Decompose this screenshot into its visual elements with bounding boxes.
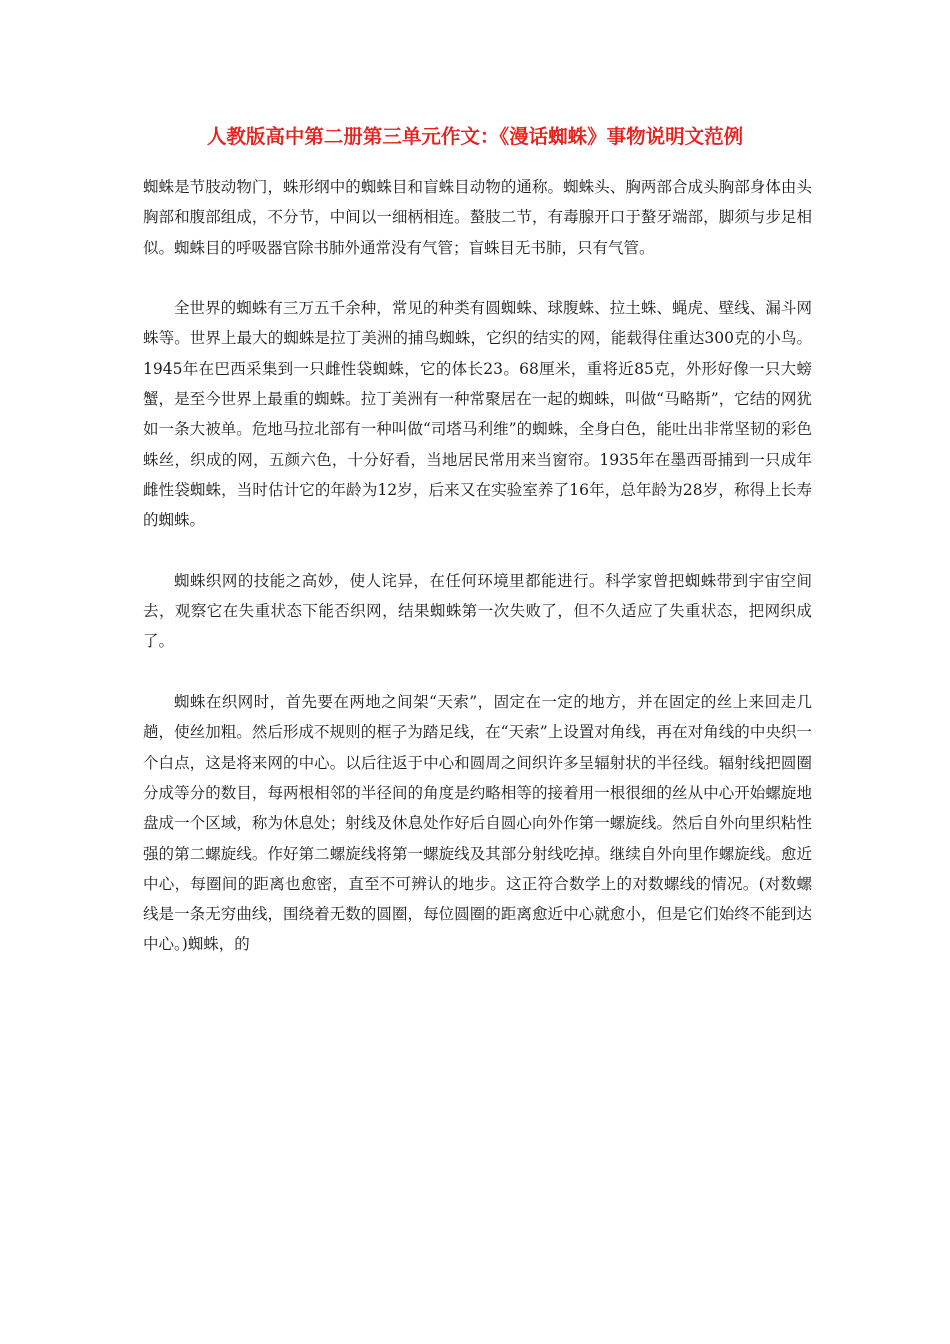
- paragraph-spacer: [143, 536, 812, 566]
- document-title: 人教版高中第二册第三单元作文：《漫话蜘蛛》事物说明文范例: [206, 125, 744, 148]
- paragraph-1: 蜘蛛是节肢动物门，蛛形纲中的蜘蛛目和盲蛛目动物的通称。蜘蛛头、胸两部合成头胸部身体由头胸部和腹部组成，不分节，中间以一细柄相连。螯肢二节，有毒腺开口于螯牙端部，脚须与步足相似。蜘蛛目的呼吸器官除书肺外通常没有气管；盲蛛目无书肺，只有气管。: [143, 178, 812, 257]
- paragraph-3: 蜘蛛织网的技能之高妙，使人诧异，在任何环境里都能进行。科学家曾把蜘蛛带到宇宙空间去，观察它在失重状态下能否织网，结果蜘蛛第一次失败了，但不久适应了失重状态，把网织成了。: [143, 571, 812, 651]
- document-body: [143, 172, 812, 960]
- paragraph-spacer: [143, 263, 812, 293]
- paragraph-2: 全世界的蜘蛛有三万五千余种，常见的种类有圆蜘蛛、球腹蛛、拉土蛛、蝇虎、壁线、漏斗网蛛等。世界上最大的蜘蛛是拉丁美洲的捕鸟蜘蛛，它织的结实的网，能载得住重达300克的小鸟。1945年在巴西采集到一只雌性袋蜘蛛，它的体长23。68厘米，重将近85克，外形好像一只大螃蟹，是至今世界上最重的蜘蛛。拉丁美洲有一种常聚居在一起的蜘蛛，叫做“马略斯”，它结的网犹如一条大被单。危地马拉北部有一种叫做“司塔马利维”的蜘蛛，全身白色，能吐出非常坚韧的彩色蛛丝，织成的网，五颜六色，十分好看，当地居民常用来当窗帘。1935年在墨西哥捕到一只成年雌性袋蜘蛛，当时估计它的年龄为12岁，后来又在实验室养了16年，总年龄为28岁，称得上长寿的蜘蛛。: [143, 299, 812, 530]
- paragraph-spacer: [143, 657, 812, 687]
- paragraph-4: 蜘蛛在织网时，首先要在两地之间架“天索”，固定在一定的地方，并在固定的丝上来回走几趟，使丝加粗。然后形成不规则的框子为踏足线，在“天索”上设置对角线，再在对角线的中央织一个白点，这是将来网的中心。以后往返于中心和圆周之间织许多呈辐射状的半径线。辐射线把圆圈分成等分的数目，每两根相邻的半径间的角度是约略相等的接着用一根很细的丝从中心开始螺旋地盘成一个区域，称为休息处；射线及休息处作好后自圆心向外作第一螺旋线。然后自外向里织粘性强的第二螺旋线。作好第二螺旋线将第一螺旋线及其部分射线吃掉。继续自外向里作螺旋线。愈近中心，每圈间的距离也愈密，直至不可辨认的地步。这正符合数学上的对数螺线的情况。(对数螺线是一条无穷曲线，围绕着无数的圆圈，每位圆圈的距离愈近中心就愈小，但是它们始终不能到达中心。)蜘蛛，的: [143, 693, 812, 954]
